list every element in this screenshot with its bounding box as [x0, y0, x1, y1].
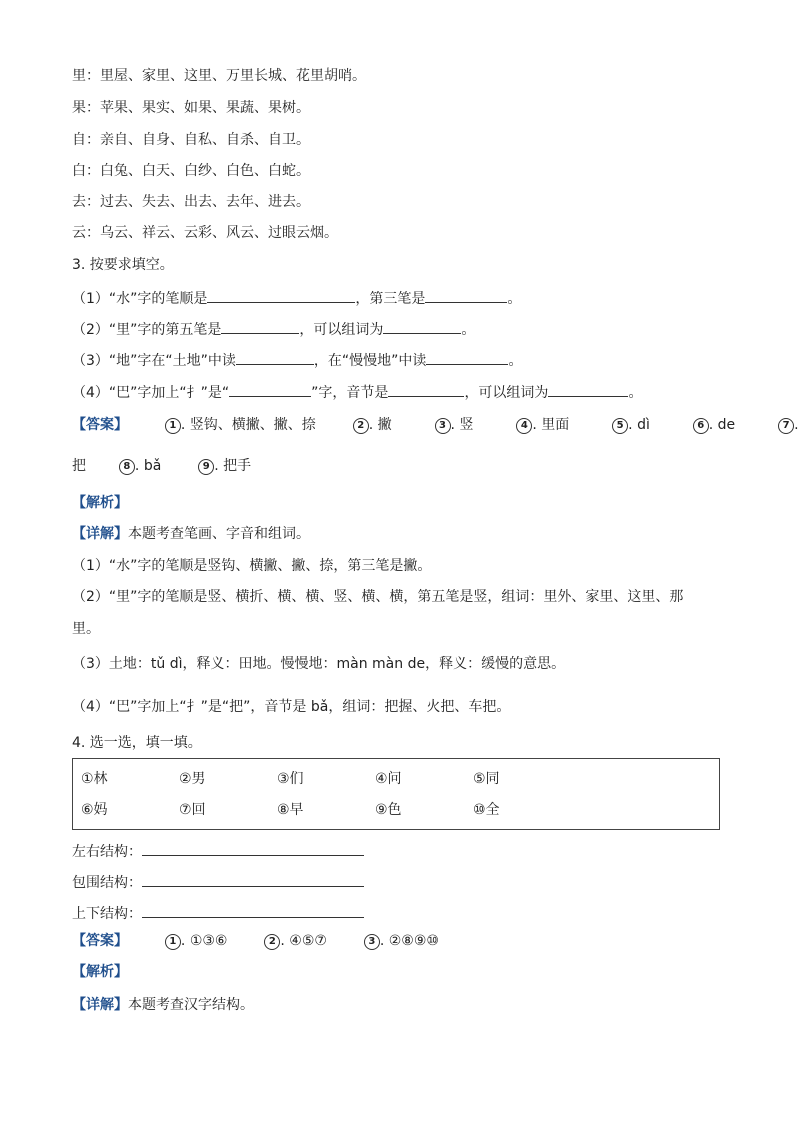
answer-item-7: 7 .: [778, 415, 798, 435]
answer-blank[interactable]: [207, 286, 355, 303]
q3-item-3-text-b: ，在“慢慢地”中读: [313, 353, 427, 369]
q3-item-2-text-c: 。: [461, 322, 476, 338]
q3-item-4-text-c: ，可以组词为: [464, 385, 549, 401]
q3-item-4: [72, 380, 642, 403]
detail-tag: 【详解】: [72, 997, 128, 1013]
answer-blank[interactable]: [142, 839, 364, 856]
q3-item-3-text-a: （3）“地”字在“土地”中读: [72, 353, 236, 369]
q4-enclose-row: [72, 870, 364, 893]
q3-item-1-text-c: 。: [507, 291, 522, 307]
analysis-paragraph-4: （4）“巴”字加上“扌”是“把”，音节是 bǎ，组词：把握、火把、车把。: [72, 699, 511, 715]
analysis-paragraph-2-cont: 里。: [72, 621, 100, 637]
circled-number-4: 4: [516, 418, 532, 434]
answer-item-8: 8 . bǎ: [119, 456, 161, 476]
answer-text-2: 撇: [377, 417, 392, 433]
answer-text-7: 把: [72, 458, 86, 474]
circled-number-6: 6: [693, 418, 709, 434]
circled-number-3: 3: [435, 418, 451, 434]
option-5: ⑤同: [473, 771, 500, 787]
q3-item-4-text-b: ”字，音节是: [311, 385, 389, 401]
q3-item-1-text-b: ，第三笔是: [355, 291, 426, 307]
answer-text-1: ①③⑥: [189, 933, 228, 949]
circled-number-8: 8: [119, 459, 135, 475]
option-7: ⑦回: [179, 802, 206, 818]
option-10: ⑩全: [473, 802, 500, 818]
answer-item-6: 6 . de: [693, 415, 735, 435]
q3-item-2: [72, 317, 475, 340]
answer-item-1: 1 . ①③⑥: [165, 931, 228, 951]
answer-blank[interactable]: [229, 380, 311, 397]
label-enclosing: 包围结构：: [72, 875, 142, 891]
q4-title: 4. 选一选，填一填。: [72, 735, 202, 751]
answer-blank[interactable]: [142, 901, 364, 918]
answer-tag: 【答案】: [72, 933, 128, 949]
circled-number-2: 2: [353, 418, 369, 434]
answer-text-3: ②⑧⑨⑩: [388, 933, 439, 949]
answer-text-6: de: [717, 417, 736, 433]
analysis-paragraph-2: （2）“里”字的笔顺是竖、横折、横、横、竖、横、横，第五笔是竖，组词：里外、家里、这里、那: [72, 589, 684, 605]
answer-blank[interactable]: [383, 317, 461, 334]
answer-item-2: 2 . ④⑤⑦: [264, 931, 327, 951]
answer-text-2: ④⑤⑦: [289, 933, 327, 949]
word-group-bai: 白：白兔、白天、白纱、白色、白蛇。: [72, 163, 310, 179]
q3-item-1: [72, 286, 521, 309]
q3-answer-line-2: [72, 456, 251, 476]
answer-text-1: 竖钩、横撇、撇、捺: [189, 417, 316, 433]
q4-options-box: [72, 758, 720, 830]
circled-number-2: 2: [264, 934, 280, 950]
analysis-paragraph-3: （3）土地：tǔ dì，释义：田地。慢慢地：màn màn de，释义：缓慢的意思。: [72, 656, 566, 672]
answer-blank[interactable]: [425, 286, 507, 303]
option-6: ⑥妈: [81, 802, 108, 818]
answer-item-5: 5 . dì: [612, 415, 650, 435]
q4-answer-line: [72, 931, 439, 951]
answer-blank[interactable]: [221, 317, 299, 334]
detail-line: [72, 995, 254, 1015]
circled-number-5: 5: [612, 418, 628, 434]
option-2: ②男: [179, 771, 206, 787]
answer-blank[interactable]: [388, 380, 464, 397]
detail-text: 本题考查笔画、字音和组词。: [128, 526, 310, 542]
answer-blank[interactable]: [236, 348, 314, 365]
detail-line: [72, 524, 310, 544]
analysis-tag: 【解析】: [72, 495, 128, 511]
word-group-li: 里：里屋、家里、这里、万里长城、花里胡哨。: [72, 68, 366, 84]
word-group-yun: 云：乌云、祥云、云彩、风云、过眼云烟。: [72, 225, 338, 241]
label-top-bottom: 上下结构：: [72, 906, 142, 922]
word-group-zi: 自：亲自、自身、自私、自杀、自卫。: [72, 132, 310, 148]
label-left-right: 左右结构：: [72, 844, 142, 860]
answer-blank[interactable]: [548, 380, 628, 397]
circled-number-7: 7: [778, 418, 794, 434]
q4-tb-row: [72, 901, 364, 924]
option-3: ③们: [277, 771, 304, 787]
analysis-tag: 【解析】: [72, 964, 128, 980]
answer-text-3: 竖: [459, 417, 474, 433]
circled-number-3: 3: [364, 934, 380, 950]
answer-text-9: 把手: [223, 458, 252, 474]
q3-item-1-text-a: （1）“水”字的笔顺是: [72, 291, 208, 307]
answer-item-1: 1 . 竖钩、横撇、撇、捺: [165, 415, 316, 435]
option-1: ①林: [81, 771, 108, 787]
analysis-paragraph-1: （1）“水”字的笔顺是竖钩、横撇、撇、捺，第三笔是撇。: [72, 558, 432, 574]
q3-item-4-text-d: 。: [628, 385, 643, 401]
option-9: ⑨色: [375, 802, 402, 818]
q3-item-3-text-c: 。: [508, 353, 523, 369]
q3-item-2-text-a: （2）“里”字的第五笔是: [72, 322, 222, 338]
q3-title: 3. 按要求填空。: [72, 257, 174, 273]
circled-number-1: 1: [165, 418, 181, 434]
answer-blank[interactable]: [142, 870, 364, 887]
answer-blank[interactable]: [426, 348, 508, 365]
detail-tag: 【详解】: [72, 526, 128, 542]
q4-lr-row: [72, 839, 364, 862]
answer-text-5: dì: [637, 417, 650, 433]
answer-item-9: 9 . 把手: [198, 456, 251, 476]
answer-item-2: 2 . 撇: [353, 415, 392, 435]
answer-item-3: 3 . 竖: [435, 415, 474, 435]
circled-number-1: 1: [165, 934, 181, 950]
answer-item-4: 4 . 里面: [516, 415, 569, 435]
answer-tag: 【答案】: [72, 417, 128, 433]
option-4: ④问: [375, 771, 402, 787]
q3-item-4-text-a: （4）“巴”字加上“扌”是“: [72, 385, 230, 401]
q3-item-3: [72, 348, 522, 371]
answer-text-8: bǎ: [143, 458, 162, 474]
answer-text-4: 里面: [541, 417, 570, 433]
q3-item-2-text-b: ，可以组词为: [299, 322, 384, 338]
answer-item-3: 3 . ②⑧⑨⑩: [364, 931, 439, 951]
circled-number-9: 9: [198, 459, 214, 475]
detail-text: 本题考查汉字结构。: [128, 997, 254, 1013]
word-group-qu: 去：过去、失去、出去、去年、进去。: [72, 194, 310, 210]
option-8: ⑧早: [277, 802, 304, 818]
q3-answer-line-1: [72, 415, 799, 435]
word-group-guo: 果：苹果、果实、如果、果蔬、果树。: [72, 100, 310, 116]
